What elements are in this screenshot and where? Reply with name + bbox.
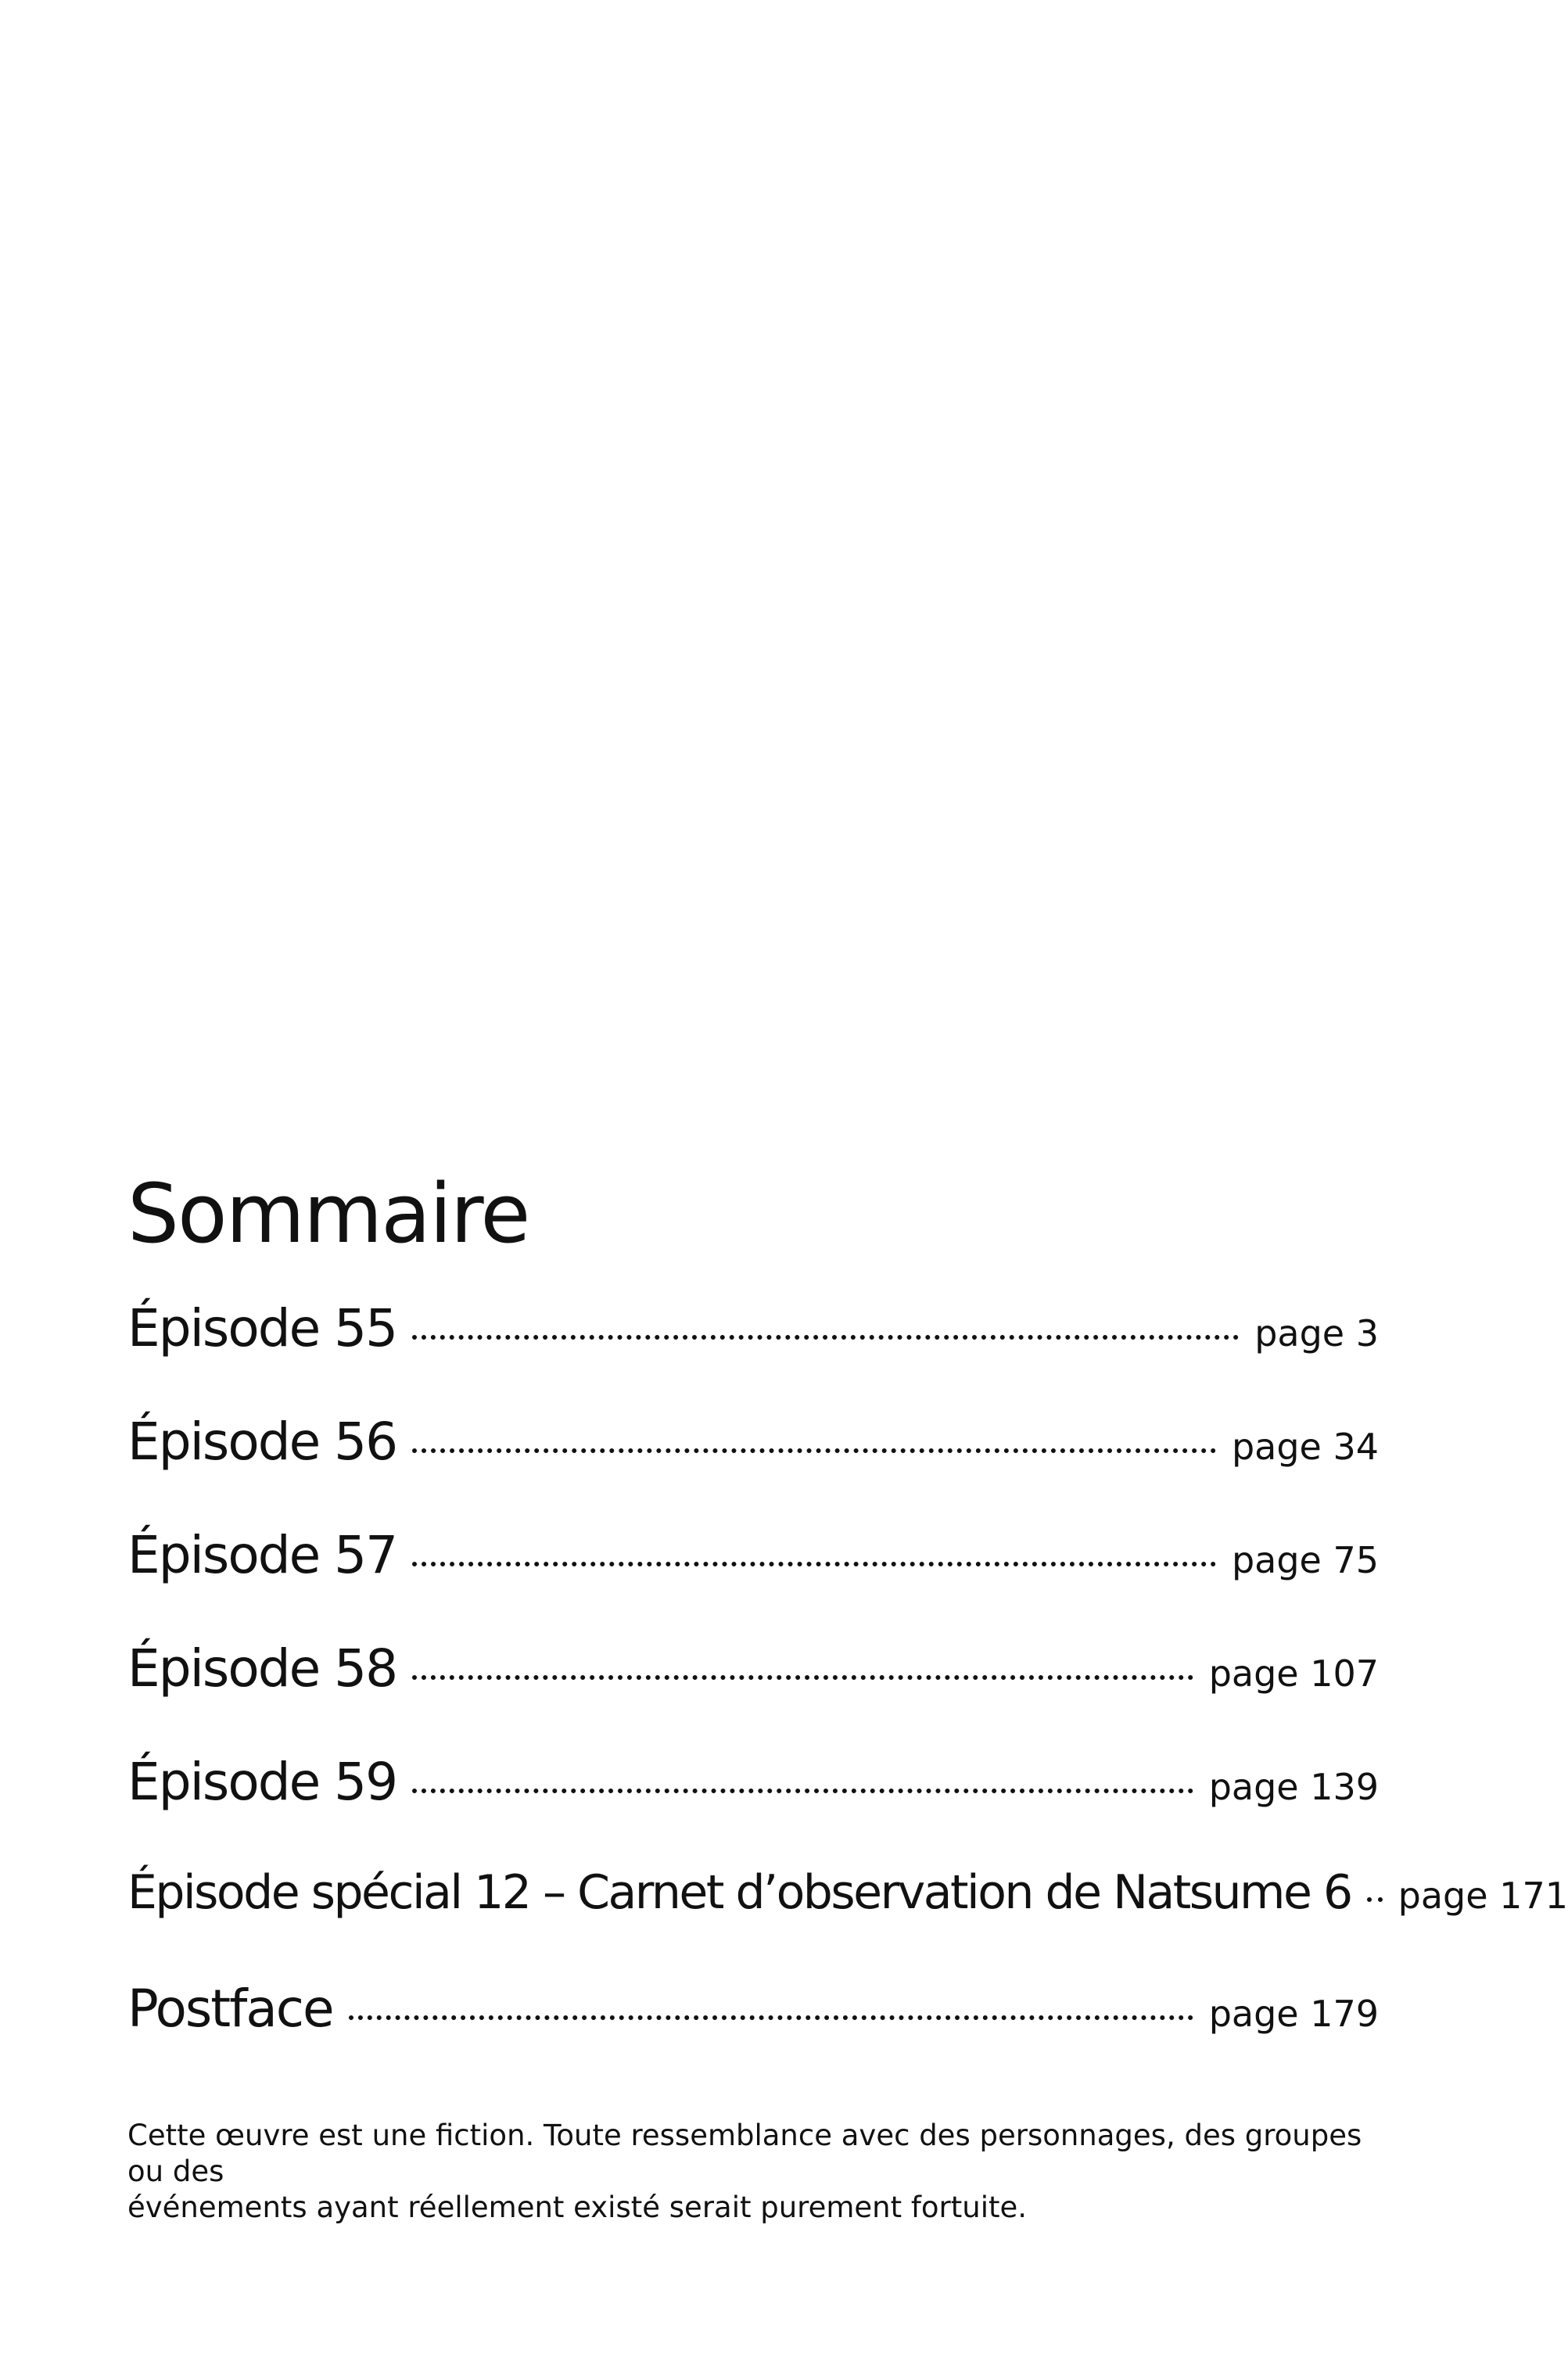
dot-leader [1367,1897,1383,1902]
entry-page-number: page 171 [1398,1875,1568,1917]
entry-page-number: page 75 [1231,1539,1379,1581]
toc-entry-special-episode [127,1865,1568,1928]
dot-leader [412,1335,1239,1340]
toc-entry-episode-57 [127,1525,1379,1588]
dot-leader [412,1562,1216,1566]
entry-page-number: page 179 [1208,1993,1379,2035]
dot-leader [412,1675,1193,1680]
entry-label: Épisode 56 [127,1412,397,1472]
entry-label: Épisode 55 [127,1298,397,1358]
toc-entry-postface [127,1979,1379,2041]
entry-page-number: page 107 [1208,1652,1379,1695]
entry-label: Épisode 59 [127,1752,397,1812]
disclaimer-line-1: Cette œuvre est une fiction. Toute ressemblance avec des personnages, des groupes ou des [127,2119,1362,2188]
toc-entry-episode-55 [127,1298,1379,1361]
entry-page-number: page 139 [1208,1766,1379,1808]
toc-title: Sommaire [127,1166,529,1261]
entry-label: Postface [127,1979,333,2039]
entry-label: Épisode spécial 12 – Carnet d’observation de Natsume 6 [127,1865,1351,1920]
entry-page-number: page 3 [1254,1312,1379,1355]
entry-label: Épisode 58 [127,1638,397,1699]
toc-entry-episode-59 [127,1752,1379,1814]
dot-leader [349,2015,1193,2020]
toc-entry-episode-56 [127,1412,1379,1474]
dot-leader [412,1789,1193,1793]
entry-label: Épisode 57 [127,1525,397,1585]
toc-entry-episode-58 [127,1638,1379,1701]
entry-page-number: page 34 [1231,1426,1379,1468]
dot-leader [412,1448,1216,1453]
fiction-disclaimer [127,2118,1379,2226]
disclaimer-line-2: événements ayant réellement existé serait purement fortuite. [127,2191,1028,2224]
